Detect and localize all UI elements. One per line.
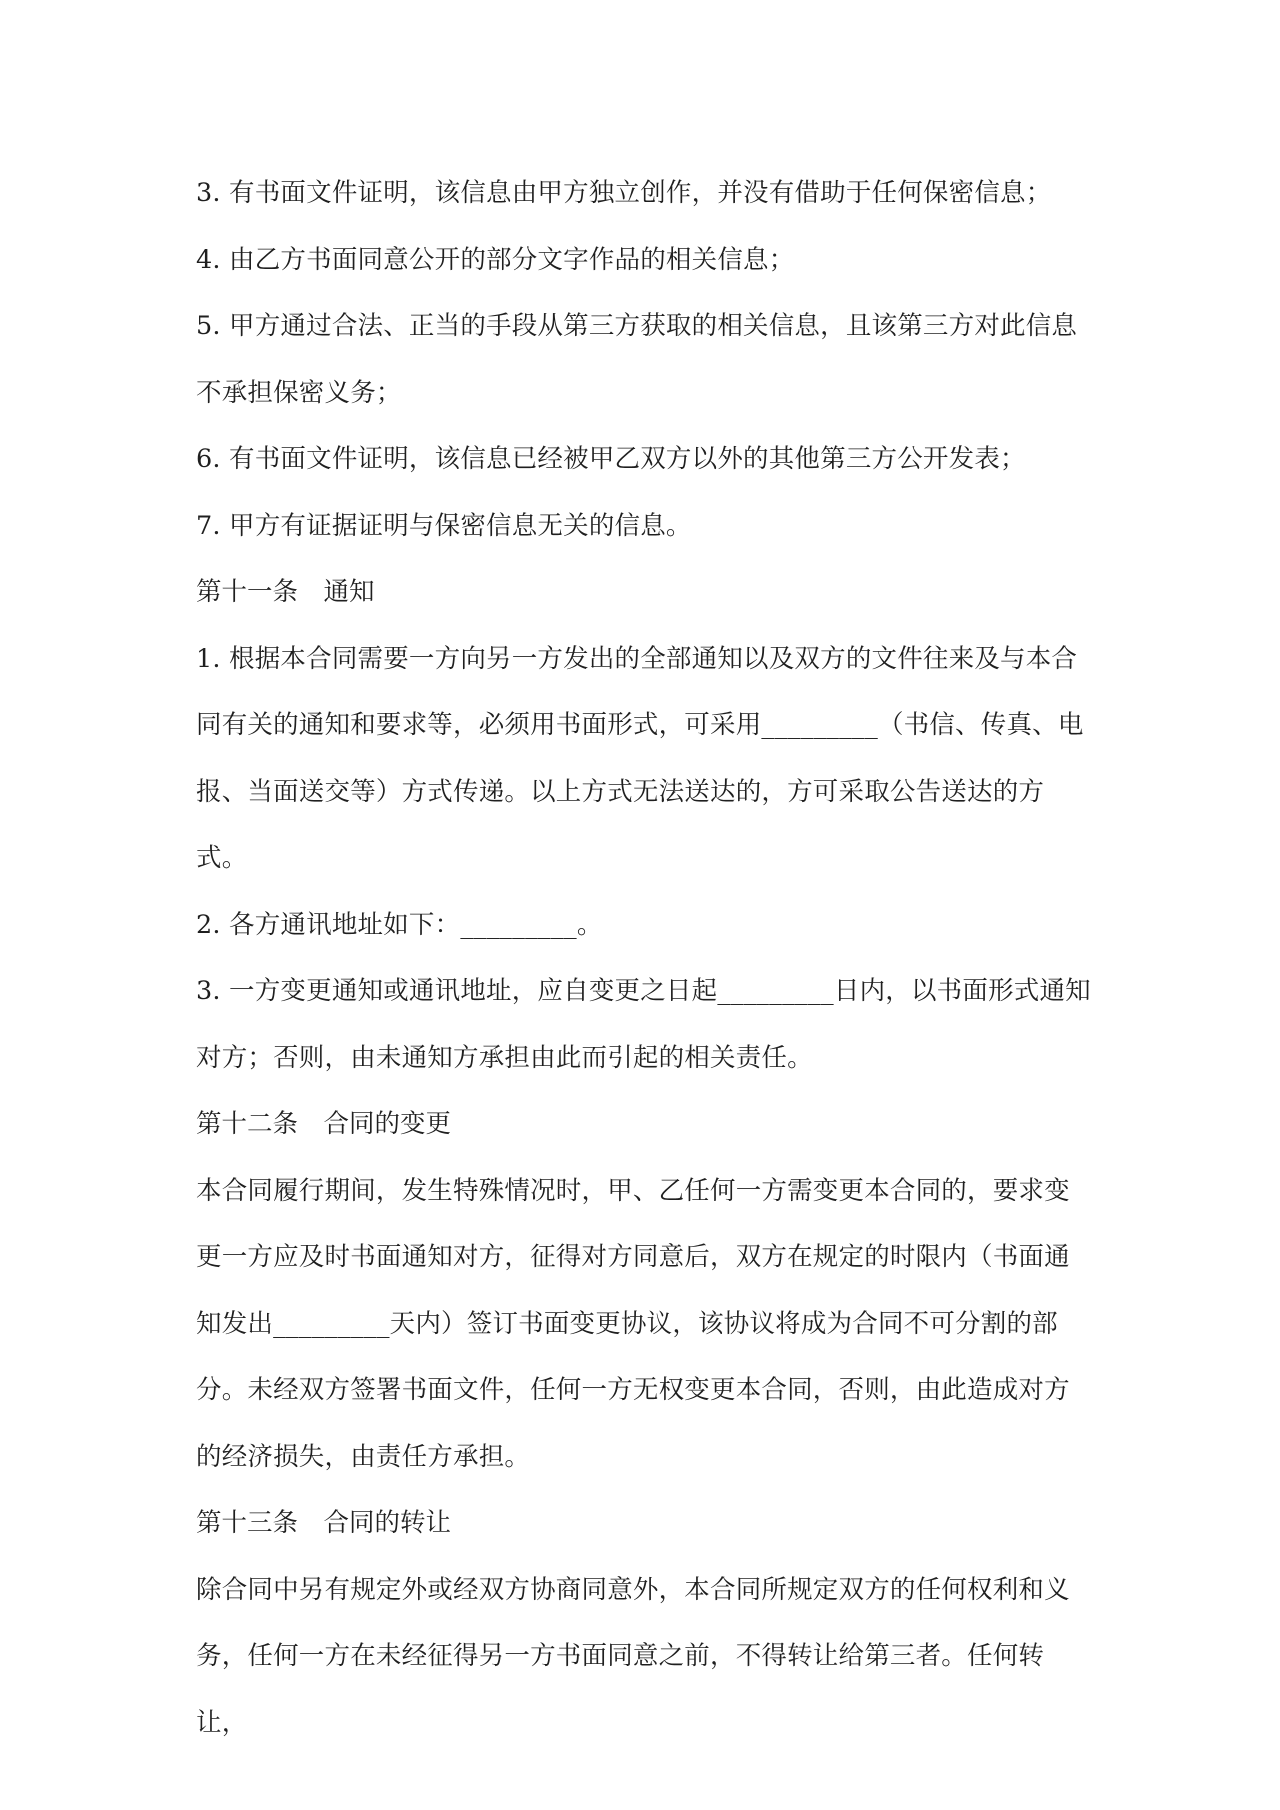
clause-item-7: 7. 甲方有证据证明与保密信息无关的信息。 <box>196 510 692 541</box>
article-13-heading: 第十三条 合同的转让 <box>196 1508 452 1538</box>
article-11-item-2: 2. 各方通讯地址如下：_________。 <box>196 909 603 940</box>
clause-item-3: 3. 有书面文件证明，该信息由甲方独立创作，并没有借助于任何保密信息； <box>196 178 1052 208</box>
article-12-body: 本合同履行期间，发生特殊情况时，甲、乙任何一方需变更本合同的，要求变更一方应及时书面通知对方，征得对方同意后，双方在规定的时限内（书面通知发出_________天内）签订书面变更协议，该协议将成为合同不可分割的部分。未经双方签署书面文件，任何一方无权变更本合同，否则，由此造成对方的经济损失，由责任方承担。 <box>196 1175 1070 1472</box>
clause-item-5: 5. 甲方通过合法、正当的手段从第三方获取的相关信息，且该第三方对此信息不承担保密义务； <box>196 311 1078 408</box>
article-11-item-1: 1. 根据本合同需要一方向另一方发出的全部通知以及双方的文件往来及与本合同有关的通知和要求等，必须用书面形式，可采用_________（书信、传真、电报、当面送交等）方式传递。以上方式无法送达的，方可采取公告送达的方式。 <box>196 643 1084 873</box>
article-13-body: 除合同中另有规定外或经双方协商同意外，本合同所规定双方的任何权利和义务，任何一方在未经征得另一方书面同意之前，不得转让给第三者。任何转让， <box>196 1574 1070 1738</box>
article-12-heading: 第十二条 合同的变更 <box>196 1109 452 1139</box>
clause-item-6: 6. 有书面文件证明，该信息已经被甲乙双方以外的其他第三方公开发表； <box>196 444 1026 474</box>
article-11-heading: 第十一条 通知 <box>196 577 375 607</box>
clause-item-4: 4. 由乙方书面同意公开的部分文字作品的相关信息； <box>196 244 795 275</box>
article-11-item-3: 3. 一方变更通知或通讯地址，应自变更之日起_________日内，以书面形式通知对方；否则，由未通知方承担由此而引起的相关责任。 <box>196 976 1091 1073</box>
